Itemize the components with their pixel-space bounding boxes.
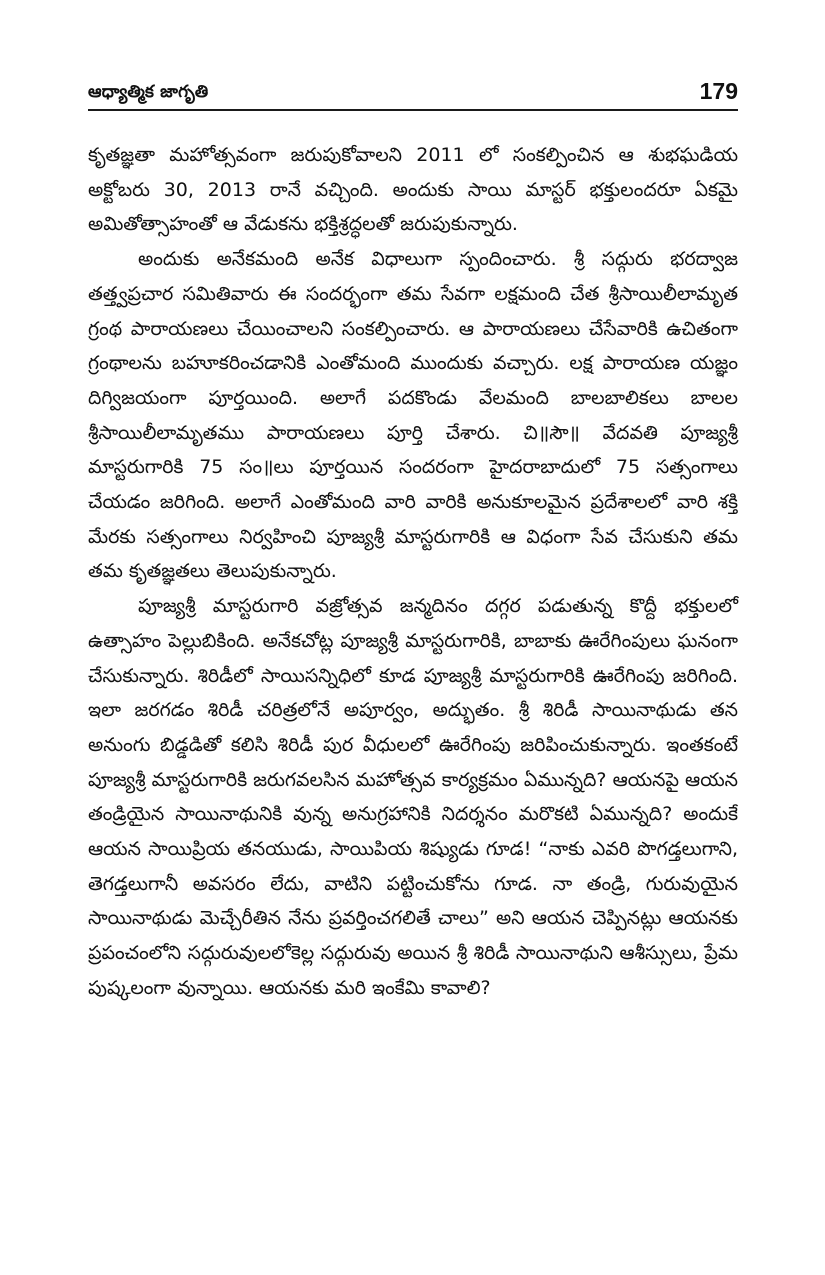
paragraph: కృతజ్ఞతా మహోత్సవంగా జరుపుకోవాలని 2011 లో సంకల్పించిన ఆ శుభఘడియ అక్టోబరు 30, 2013 రానే వచ్చింది. అందుకు సాయి మాస్టర్ భక్తులందరూ ఏకమై అమితోత్సాహంతో ఆ వేడుకను భక్తిశ్రద్ధలతో జరుపుకున్నారు. — [88, 144, 738, 236]
page-header — [88, 78, 738, 108]
body-text — [88, 138, 738, 1006]
header-rule — [88, 109, 738, 111]
page-number: 179 — [699, 78, 738, 104]
running-header-title: ఆధ్యాత్మిక జాగృతి — [88, 82, 209, 102]
paragraph: అందుకు అనేకమంది అనేక విధాలుగా స్పందించారు. శ్రీ సద్గురు భరద్వాజ తత్త్వప్రచార సమితివారు ఈ సందర్భంగా తమ సేవగా లక్షమంది చేత శ్రీసాయిలీలామృత గ్రంథ పారాయణలు చేయించాలని సంకల్పించారు. ఆ పారాయణలు చేసేవారికి ఉచితంగా గ్రంథాలను బహూకరించడానికి ఎంతోమంది ముందుకు వచ్చారు. లక్ష పారాయణ యజ్ఞం దిగ్విజయంగా పూర్తయింది. అలాగే పదకొండు వేలమంది బాలబాలికలు బాలల శ్రీసాయిలీలామృతము పారాయణలు పూర్తి చేశారు. చి॥సౌ॥ వేదవతి పూజ్యశ్రీ మాస్టరుగారికి 75 సం॥లు పూర్తయిన సందరంగా హైదరాబాదులో 75 సత్సంగాలు చేయడం జరిగింది. అలాగే ఎంతోమంది వారి వారికి అనుకూలమైన ప్రదేశాలలో వారి శక్తి మేరకు సత్సంగాలు నిర్వహించి పూజ్యశ్రీ మాస్టరుగారికి ఆ విధంగా సేవ చేసుకుని తమ తమ కృతజ్ఞతలు తెలుపుకున్నారు. — [88, 248, 738, 583]
paragraph: పూజ్యశ్రీ మాస్టరుగారి వజ్రోత్సవ జన్మదినం దగ్గర పడుతున్న కొద్దీ భక్తులలో ఉత్సాహం పెల్లుబికింది. అనేకచోట్ల పూజ్యశ్రీ మాస్టరుగారికి, బాబాకు ఊరేగింపులు ఘనంగా చేసుకున్నారు. శిరిడీలో సాయిసన్నిధిలో కూడ పూజ్యశ్రీ మాస్టరుగారికి ఊరేగింపు జరిగింది. ఇలా జరగడం శిరిడీ చరిత్రలోనే అపూర్వం, అద్భుతం. శ్రీ శిరిడీ సాయినాథుడు తన అనుంగు బిడ్డడితో కలిసి శిరిడీ పుర వీధులలో ఊరేగింపు జరిపించుకున్నారు. ఇంతకంటే పూజ్యశ్రీ మాస్టరుగారికి జరుగవలసిన మహోత్సవ కార్యక్రమం ఏమున్నది? ఆయనపై ఆయన తండ్రియైన సాయినాథునికి వున్న అనుగ్రహానికి నిదర్శనం మరొకటి ఏమున్నది? అందుకే ఆయన సాయిప్రియ తనయుడు, సాయిపియ శిష్యుడు గూడ! “నాకు ఎవరి పొగడ్తలుగాని, తెగడ్తలుగానీ అవసరం లేదు, వాటిని పట్టించుకోను గూడ. నా తండ్రి, గురువుయైన సాయినాథుడు మెచ్చేరీతిన నేను ప్రవర్తించగలితే చాలు” అని ఆయన చెప్పినట్లు ఆయనకు ప్రపంచంలోని సద్గురువులలోకెల్ల సద్గురువు అయిన శ్రీ శిరిడీ సాయినాథుని ఆశీస్సులు, ప్రేమ పుష్కలంగా వున్నాయి. ఆయనకు మరి ఇంకేమి కావాలి? — [88, 595, 738, 999]
